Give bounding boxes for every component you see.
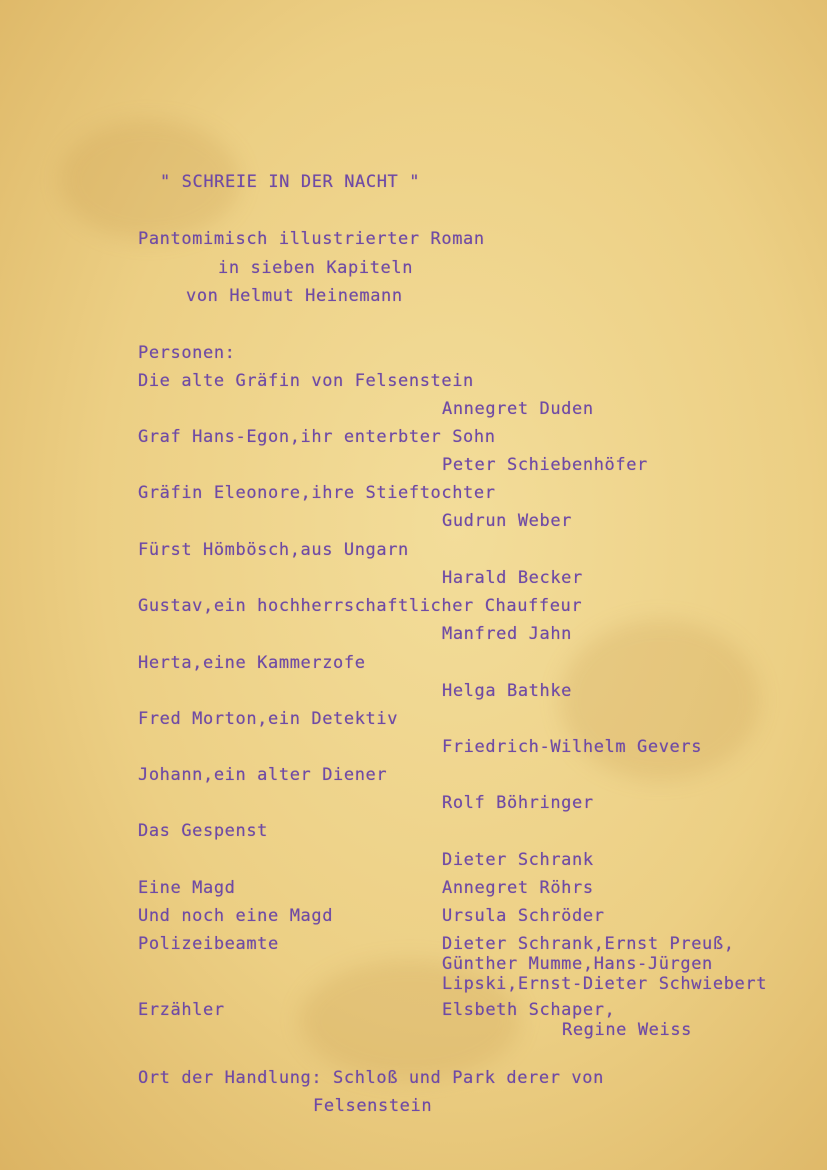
cast-role: Eine Magd [138,878,236,898]
cast-actor: Gudrun Weber [442,511,573,531]
police-actor-line: Günther Mumme,Hans-Jürgen [442,954,713,974]
cast-role: Und noch eine Magd [138,906,334,926]
police-actor-line: Lipski,Ernst-Dieter Schwiebert [442,974,768,994]
cast-actor: Annegret Duden [442,399,594,419]
narrator-actor-line: Regine Weiss [562,1020,693,1040]
cast-actor: Helga Bathke [442,681,573,701]
cast-actor: Harald Becker [442,568,583,588]
cast-role: Graf Hans-Egon,ihr enterbter Sohn [138,427,496,447]
subtitle-line-2: in sieben Kapiteln [218,258,414,278]
cast-actor: Ursula Schröder [442,906,605,926]
cast-actor: Friedrich-Wilhelm Gevers [442,737,703,757]
location-line-1: Ort der Handlung: Schloß und Park derer von [138,1068,604,1088]
cast-actor: Annegret Röhrs [442,878,594,898]
narrator-actor-line: Elsbeth Schaper, [442,1000,616,1020]
subtitle-line-1: Pantomimisch illustrierter Roman [138,229,485,249]
police-actor-line: Dieter Schrank,Ernst Preuß, [442,934,735,954]
cast-heading: Personen: [138,343,236,363]
cast-actor: Peter Schiebenhöfer [442,455,648,475]
cast-actor: Rolf Böhringer [442,793,594,813]
cast-role: Gustav,ein hochherrschaftlicher Chauffeur [138,596,583,616]
narrator-role: Erzähler [138,1000,225,1020]
cast-role: Herta,eine Kammerzofe [138,653,366,673]
cast-actor: Dieter Schrank [442,850,594,870]
cast-role: Die alte Gräfin von Felsenstein [138,371,474,391]
cast-role: Gräfin Eleonore,ihre Stieftochter [138,483,496,503]
location-line-2: Felsenstein [313,1096,433,1116]
cast-actor: Manfred Jahn [442,624,573,644]
play-title: " SCHREIE IN DER NACHT " [160,172,421,192]
author-line: von Helmut Heinemann [186,286,403,306]
cast-role: Das Gespenst [138,821,269,841]
cast-role: Johann,ein alter Diener [138,765,388,785]
cast-role: Fürst Hömbösch,aus Ungarn [138,540,409,560]
police-role: Polizeibeamte [138,934,279,954]
cast-role: Fred Morton,ein Detektiv [138,709,399,729]
